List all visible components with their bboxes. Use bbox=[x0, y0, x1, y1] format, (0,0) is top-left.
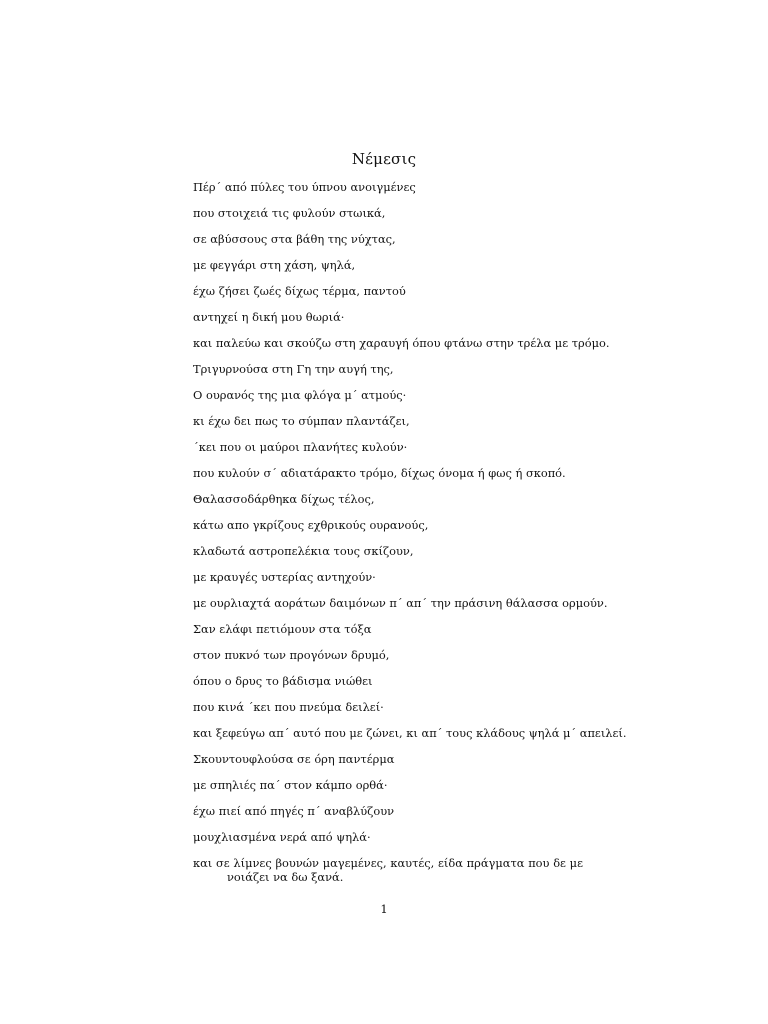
poem-line: και παλεύω και σκούζω στη χαραυγή όπου φτάνω στην τρέλα με τρόμο. bbox=[193, 336, 610, 350]
poem-line: Τριγυρνούσα στη Γη την αυγή της, bbox=[193, 362, 394, 376]
poem-line: στον πυκνό των προγόνων δρυμό, bbox=[193, 648, 390, 662]
poem-line: έχω πιεί από πηγές π΄ αναβλύζουν bbox=[193, 804, 395, 818]
page-number: 1 bbox=[380, 902, 388, 916]
poem-line: που κινά ΄κει που πνεύμα δειλεί· bbox=[193, 700, 384, 714]
poem-line: Πέρ΄ από πύλες του ύπνου ανοιγμένες bbox=[193, 180, 416, 194]
poem-line: αντηχεί η δική μου θωριά· bbox=[193, 310, 345, 324]
poem-line: κι έχω δει πως το σύμπαν πλαντάζει, bbox=[193, 414, 410, 428]
poem-line: κάτω απο γκρίζους εχθρικούς ουρανούς, bbox=[193, 518, 429, 532]
poem-line: έχω ζήσει ζωές δίχως τέρμα, παντού bbox=[193, 284, 406, 298]
poem-line: που κυλούν σ΄ αδιατάρακτο τρόμο, δίχως όνομα ή φως ή σκοπό. bbox=[193, 466, 566, 480]
poem-line: όπου ο δρυς το βάδισμα νιώθει bbox=[193, 674, 373, 688]
poem-line: Σκουντουφλούσα σε όρη παντέρμα bbox=[193, 752, 395, 766]
poem-line: σε αβύσσους στα βάθη της νύχτας, bbox=[193, 232, 396, 246]
poem-title: Νέμεσις bbox=[351, 150, 417, 168]
poem-line: με κραυγές υστερίας αντηχούν· bbox=[193, 570, 376, 584]
poem-line: κλαδωτά αστροπελέκια τους σκίζουν, bbox=[193, 544, 414, 558]
poem-line: με σπηλιές πα΄ στον κάμπο ορθά· bbox=[193, 778, 388, 792]
poem-line: και ξεφεύγω απ΄ αυτό που με ζώνει, κι απ΄ τους κλάδους ψηλά μ΄ απειλεί. bbox=[193, 726, 627, 740]
poem-line: με φεγγάρι στη χάση, ψηλά, bbox=[193, 258, 356, 272]
poem-line: και σε λίμνες βουνών μαγεμένες, καυτές, είδα πράγματα που δε με νοιάζει να δω ξανά. bbox=[193, 856, 583, 884]
poem-line: Θαλασσοδάρθηκα δίχως τέλος, bbox=[193, 492, 375, 506]
poem-line: ΄κει που οι μαύροι πλανήτες κυλούν· bbox=[193, 440, 408, 454]
poem-line: μουχλιασμένα νερά από ψηλά· bbox=[193, 830, 371, 844]
poem-line: Σαν ελάφι πετιόμουν στα τόξα bbox=[193, 622, 372, 636]
poem-line: Ο ουρανός της μια φλόγα μ΄ ατμούς· bbox=[193, 388, 407, 402]
poem-body bbox=[193, 180, 627, 884]
poem-line: με ουρλιαχτά αοράτων δαιμόνων π΄ απ΄ την πράσινη θάλασσα ορμούν. bbox=[193, 596, 608, 610]
poem-line: που στοιχειά τις φυλούν στωικά, bbox=[193, 206, 386, 220]
